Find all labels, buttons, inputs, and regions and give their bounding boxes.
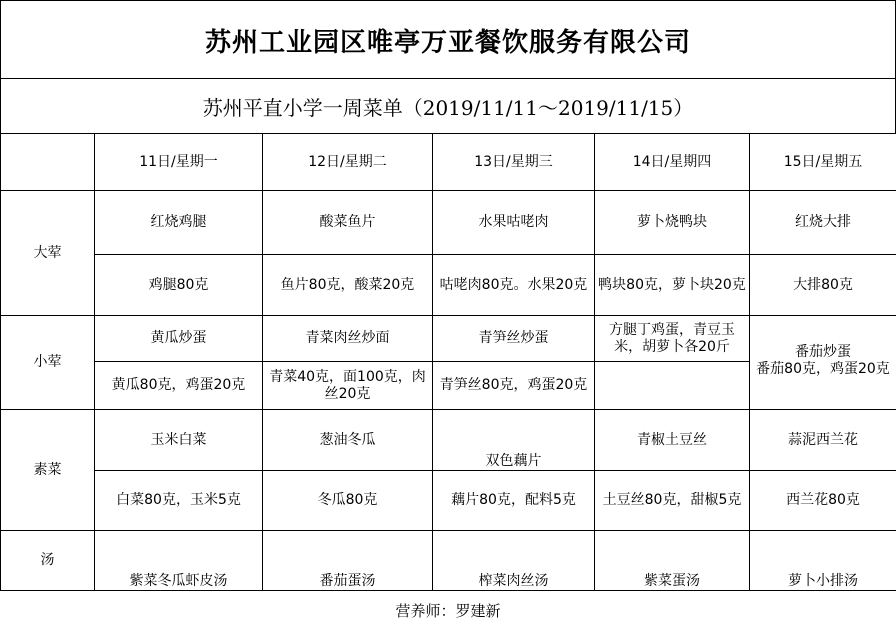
dietitian-signature: 营养师：罗建新 bbox=[395, 601, 501, 620]
soup-wed: 榨菜肉丝汤 bbox=[433, 531, 595, 591]
soup-row bbox=[1, 531, 896, 591]
soup-thu: 紫菜蛋汤 bbox=[595, 531, 750, 591]
minor-dish-row bbox=[1, 316, 896, 362]
veg-dish-row bbox=[1, 410, 896, 471]
main-dish-wed: 水果咕咾肉 bbox=[433, 191, 595, 255]
category-veg: 素菜 bbox=[1, 410, 95, 531]
main-dish-tue: 酸菜鱼片 bbox=[263, 191, 433, 255]
day-header-fri: 15日/星期五 bbox=[750, 134, 896, 191]
corner-cell bbox=[1, 134, 95, 191]
category-minor: 小荤 bbox=[1, 316, 95, 410]
minor-fri-cell bbox=[750, 316, 896, 410]
minor-portion-mon: 黄瓜80克，鸡蛋20克 bbox=[95, 362, 263, 410]
veg-portion-wed: 藕片80克，配料5克 bbox=[433, 471, 595, 531]
day-header-thu: 14日/星期四 bbox=[595, 134, 750, 191]
veg-portion-thu: 土豆丝80克，甜椒5克 bbox=[595, 471, 750, 531]
soup-tue: 番茄蛋汤 bbox=[263, 531, 433, 591]
day-header-wed: 13日/星期三 bbox=[433, 134, 595, 191]
weekly-menu-table bbox=[0, 133, 896, 591]
main-dish-fri: 红烧大排 bbox=[750, 191, 896, 255]
category-main: 大荤 bbox=[1, 191, 95, 316]
main-dish-thu: 萝卜烧鸭块 bbox=[595, 191, 750, 255]
minor-dish-tue: 青菜肉丝炒面 bbox=[263, 316, 433, 362]
main-portion-mon: 鸡腿80克 bbox=[95, 255, 263, 316]
veg-dish-fri: 蒜泥西兰花 bbox=[750, 410, 896, 471]
main-dish-mon: 红烧鸡腿 bbox=[95, 191, 263, 255]
minor-dish-fri: 番茄炒蛋 bbox=[795, 344, 851, 360]
category-soup: 汤 bbox=[1, 531, 95, 591]
veg-dish-mon: 玉米白菜 bbox=[95, 410, 263, 471]
minor-portion-thu bbox=[595, 362, 750, 410]
minor-portion-wed: 青笋丝80克，鸡蛋20克 bbox=[433, 362, 595, 410]
veg-portion-fri: 西兰花80克 bbox=[750, 471, 896, 531]
company-name: 苏州工业园区唯亭万亚餐饮服务有限公司 bbox=[0, 0, 896, 79]
day-header-row bbox=[1, 134, 896, 191]
minor-portion-fri: 番茄80克，鸡蛋20克 bbox=[756, 361, 890, 377]
day-header-mon: 11日/星期一 bbox=[95, 134, 263, 191]
veg-dish-thu: 青椒土豆丝 bbox=[595, 410, 750, 471]
veg-portion-row bbox=[1, 471, 896, 531]
veg-portion-mon: 白菜80克，玉米5克 bbox=[95, 471, 263, 531]
soup-fri: 萝卜小排汤 bbox=[750, 531, 896, 591]
minor-dish-mon: 黄瓜炒蛋 bbox=[95, 316, 263, 362]
veg-portion-tue: 冬瓜80克 bbox=[263, 471, 433, 531]
main-portion-tue: 鱼片80克，酸菜20克 bbox=[263, 255, 433, 316]
day-header-tue: 12日/星期二 bbox=[263, 134, 433, 191]
main-dish-row bbox=[1, 191, 896, 255]
main-portion-fri: 大排80克 bbox=[750, 255, 896, 316]
menu-title: 苏州平直小学一周菜单（2019/11/11～2019/11/15） bbox=[0, 78, 896, 134]
veg-dish-wed: 双色藕片 bbox=[433, 410, 595, 471]
veg-dish-tue: 葱油冬瓜 bbox=[263, 410, 433, 471]
main-portion-thu: 鸭块80克，萝卜块20克 bbox=[595, 255, 750, 316]
soup-mon: 紫菜冬瓜虾皮汤 bbox=[95, 531, 263, 591]
main-portion-row bbox=[1, 255, 896, 316]
minor-portion-tue: 青菜40克，面100克，肉丝20克 bbox=[263, 362, 433, 410]
main-portion-wed: 咕咾肉80克。水果20克 bbox=[433, 255, 595, 316]
minor-dish-thu: 方腿丁鸡蛋，青豆玉米，胡萝卜各20斤 bbox=[595, 316, 750, 362]
minor-dish-wed: 青笋丝炒蛋 bbox=[433, 316, 595, 362]
